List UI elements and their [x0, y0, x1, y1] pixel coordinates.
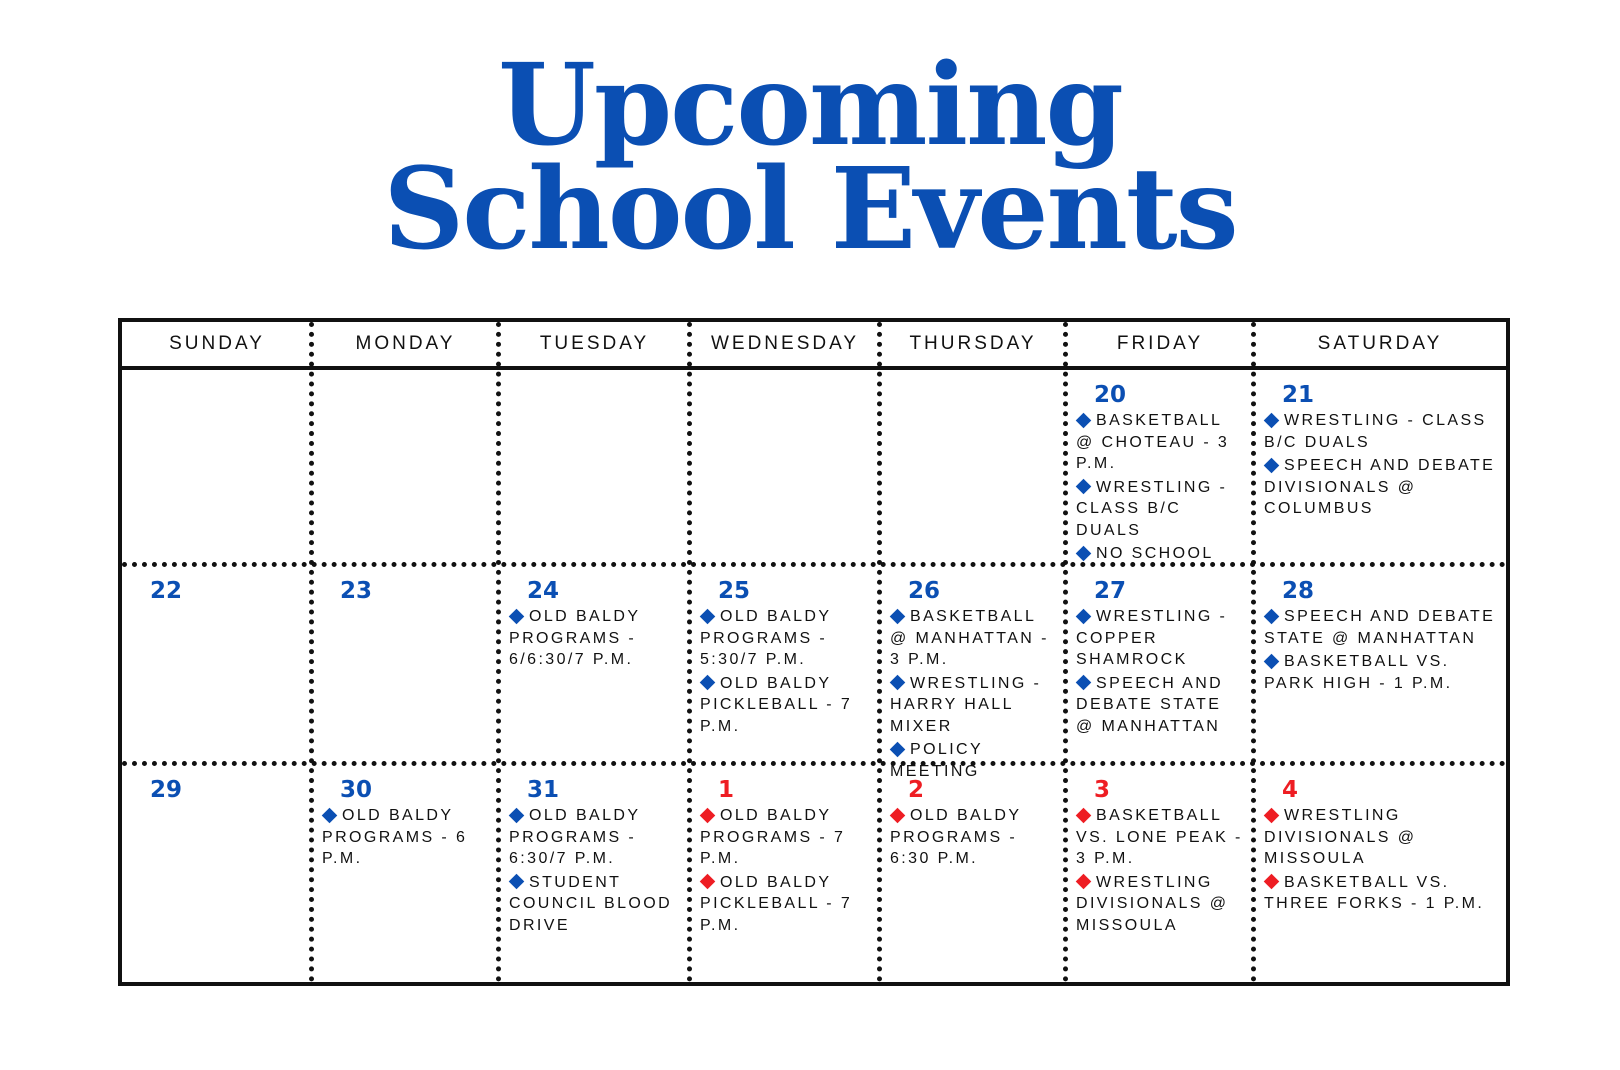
event-text: OLD BALDY PROGRAMS - 7 P.M.: [700, 807, 846, 867]
day-header-wednesday: WEDNESDAY: [710, 333, 860, 354]
date-number: 1: [718, 777, 735, 803]
diamond-icon: [700, 807, 716, 823]
diamond-icon: [1076, 412, 1092, 428]
diamond-icon: [509, 608, 525, 624]
day-header-friday: FRIDAY: [1116, 333, 1204, 354]
event-text: BASKETBALL @ CHOTEAU - 3 P.M.: [1076, 412, 1230, 472]
diamond-icon: [1076, 545, 1092, 561]
diamond-icon: [890, 741, 906, 757]
diamond-icon: [700, 675, 716, 691]
event-item: [700, 805, 870, 870]
event-item: [890, 673, 1056, 738]
event-text: OLD BALDY PICKLEBALL - 7 P.M.: [700, 674, 853, 735]
diamond-icon: [1264, 457, 1280, 473]
event-item: [509, 805, 680, 870]
event-text: OLD BALDY PICKLEBALL - 7 P.M.: [700, 873, 853, 934]
date-number: 3: [1094, 777, 1111, 803]
diamond-icon: [1076, 608, 1092, 624]
diamond-icon: [700, 608, 716, 624]
diamond-icon: [509, 874, 525, 890]
event-item: [1076, 543, 1244, 565]
event-text: BASKETBALL @ MANHATTAN - 3 P.M.: [890, 608, 1049, 668]
calendar-day-cell: [1254, 767, 1506, 980]
event-text: OLD BALDY PROGRAMS - 6:30 P.M.: [890, 807, 1022, 867]
event-text: OLD BALDY PROGRAMS - 6:30/7 P.M.: [509, 807, 641, 867]
calendar-day-cell: [880, 372, 1066, 564]
event-text: POLICY MEETING: [890, 741, 983, 780]
calendar-day-cell: [499, 568, 690, 763]
event-item: [1264, 410, 1496, 453]
event-item: [1076, 606, 1244, 671]
event-text: OLD BALDY PROGRAMS - 5:30/7 P.M.: [700, 608, 832, 668]
date-number: 31: [527, 777, 560, 803]
date-number: 29: [150, 777, 183, 803]
event-item: [322, 805, 489, 870]
date-number: 21: [1282, 382, 1315, 408]
event-item: [1076, 872, 1244, 937]
calendar-day-cell: [880, 568, 1066, 780]
event-text: WRESTLING DIVISIONALS @ MISSOULA: [1076, 873, 1229, 934]
date-number: 2: [908, 777, 925, 803]
event-text: WRESTLING - COPPER SHAMROCK: [1076, 608, 1228, 668]
calendar-day-cell: [499, 372, 690, 564]
diamond-icon: [890, 608, 906, 624]
calendar-day-cell: [1066, 568, 1254, 763]
event-item: [1076, 477, 1244, 542]
event-item: [890, 805, 1056, 870]
event-item: [1076, 805, 1244, 870]
page-title-line-2: School Events: [383, 144, 1237, 275]
event-text: SPEECH AND DEBATE STATE @ MANHATTAN: [1076, 674, 1224, 735]
event-item: [1264, 606, 1496, 649]
calendar-day-cell: [880, 767, 1066, 980]
calendar-day-cell: [122, 372, 312, 564]
event-text: SPEECH AND DEBATE STATE @ MANHATTAN: [1264, 608, 1496, 647]
date-number: 28: [1282, 578, 1315, 604]
event-text: WRESTLING - CLASS B/C DUALS: [1264, 412, 1487, 451]
date-number: 26: [908, 578, 941, 604]
header-divider: [122, 366, 1506, 370]
event-text: WRESTLING - CLASS B/C DUALS: [1076, 478, 1228, 539]
calendar-day-cell: [122, 568, 312, 763]
event-item: [890, 606, 1056, 671]
calendar-day-cell: [690, 372, 880, 564]
event-item: [1264, 872, 1496, 915]
calendar-day-cell: [1254, 372, 1506, 564]
day-header-tuesday: TUESDAY: [539, 333, 650, 354]
diamond-icon: [1264, 874, 1280, 890]
event-item: [1076, 410, 1244, 475]
diamond-icon: [1264, 608, 1280, 624]
calendar-day-cell: [499, 767, 690, 980]
date-number: 4: [1282, 777, 1299, 803]
date-number: 24: [527, 578, 560, 604]
event-text: WRESTLING - HARRY HALL MIXER: [890, 674, 1042, 735]
event-text: BASKETBALL VS. THREE FORKS - 1 P.M.: [1264, 873, 1485, 912]
diamond-icon: [890, 807, 906, 823]
event-text: WRESTLING DIVISIONALS @ MISSOULA: [1264, 807, 1417, 867]
date-number: 30: [340, 777, 373, 803]
diamond-icon: [700, 874, 716, 890]
event-text: NO SCHOOL: [1096, 545, 1214, 562]
event-text: SPEECH AND DEBATE DIVISIONALS @ COLUMBUS: [1264, 457, 1496, 517]
calendar-day-cell: [690, 568, 880, 763]
event-text: OLD BALDY PROGRAMS - 6 P.M.: [322, 807, 468, 867]
day-header-saturday: SATURDAY: [1317, 333, 1443, 354]
day-header-thursday: THURSDAY: [909, 333, 1037, 354]
event-item: [1076, 673, 1244, 738]
diamond-icon: [1264, 807, 1280, 823]
calendar-day-cell: [312, 372, 499, 564]
event-text: OLD BALDY PROGRAMS - 6/6:30/7 P.M.: [509, 608, 641, 668]
date-number: 23: [340, 578, 373, 604]
calendar-day-cell: [312, 767, 499, 980]
event-text: BASKETBALL VS. PARK HIGH - 1 P.M.: [1264, 653, 1453, 692]
date-number: 25: [718, 578, 751, 604]
event-item: [1264, 455, 1496, 520]
date-number: 27: [1094, 578, 1127, 604]
event-item: [509, 606, 680, 671]
diamond-icon: [1076, 675, 1092, 691]
diamond-icon: [890, 675, 906, 691]
event-item: [700, 673, 870, 738]
date-number: 22: [150, 578, 183, 604]
calendar-day-cell: [122, 767, 312, 980]
event-text: BASKETBALL VS. LONE PEAK - 3 P.M.: [1076, 807, 1243, 867]
diamond-icon: [1076, 874, 1092, 890]
day-header-sunday: SUNDAY: [169, 333, 265, 354]
calendar-day-cell: [1066, 767, 1254, 980]
calendar-day-cell: [690, 767, 880, 980]
event-item: [509, 872, 680, 937]
date-number: 20: [1094, 382, 1127, 408]
event-item: [1264, 651, 1496, 694]
page-title-line-1: Upcoming: [498, 40, 1122, 171]
calendar-day-cell: [312, 568, 499, 763]
diamond-icon: [509, 807, 525, 823]
diamond-icon: [1264, 653, 1280, 669]
diamond-icon: [1264, 412, 1280, 428]
event-item: [1264, 805, 1496, 870]
calendar-day-cell: [1254, 568, 1506, 763]
diamond-icon: [322, 807, 338, 823]
event-text: STUDENT COUNCIL BLOOD DRIVE: [509, 873, 673, 934]
calendar-day-cell: [1066, 372, 1254, 564]
day-header-monday: MONDAY: [355, 333, 456, 354]
diamond-icon: [1076, 479, 1092, 495]
diamond-icon: [1076, 807, 1092, 823]
events-calendar: [118, 318, 1510, 986]
event-item: [700, 606, 870, 671]
event-item: [700, 872, 870, 937]
